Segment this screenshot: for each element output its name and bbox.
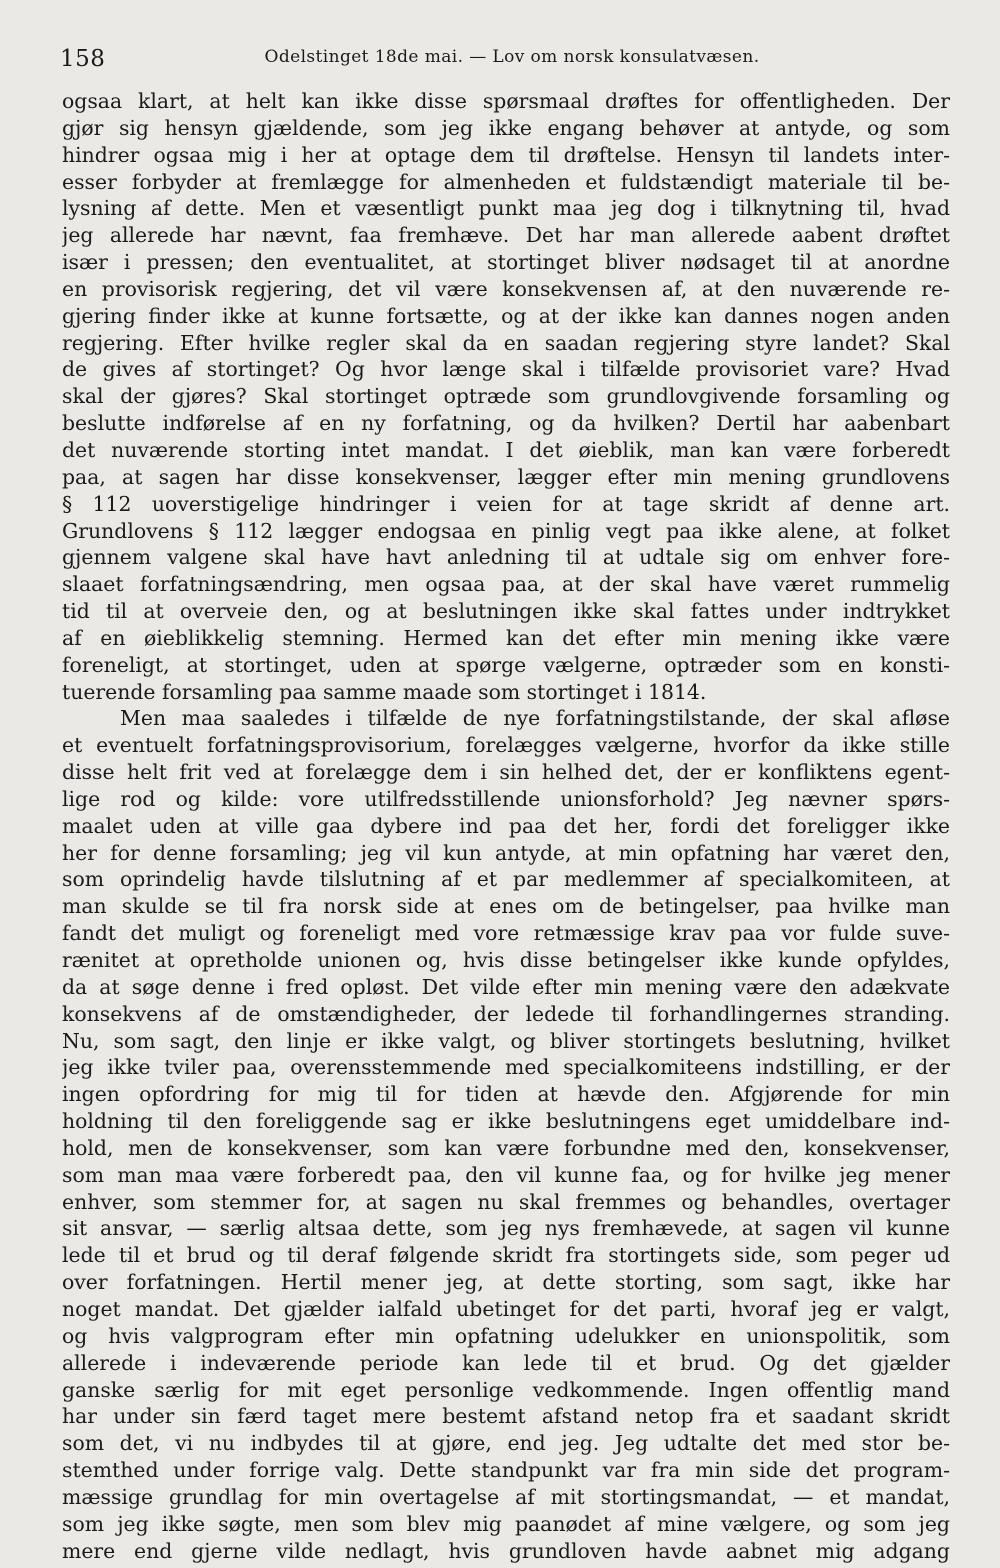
text-line: Men maa saaledes i tilfælde de nye forfatningstilstande, der skal afløse [120, 706, 950, 731]
text-line: jeg allerede har nævnt, faa fremhæve. Det har man allerede aabent drøftet [62, 223, 950, 248]
text-line: lige rod og kilde: vore utilfredsstillende unionsforhold? Jeg nævner spørs- [62, 786, 950, 811]
text-line: da at søge denne i fred opløst. Det vilde efter min mening være den adækvate [62, 974, 950, 999]
text-line: og hvis valgprogram efter min opfatning udelukker en unionspolitik, som [62, 1323, 950, 1348]
text-line: mæssige grundlag for min overtagelse af mit stortingsmandat, — et mandat, [62, 1484, 950, 1509]
text-line: disse helt frit ved at forelægge dem i sin helhed det, der er konfliktens egent- [62, 760, 950, 785]
text-line: Nu, som sagt, den linje er ikke valgt, og bliver stortingets beslutning, hvilket [62, 1028, 950, 1053]
text-line: her for denne forsamling; jeg vil kun antyde, at min opfatning har været den, [62, 840, 950, 865]
text-line: man skulde se til fra norsk side at enes om de betingelser, paa hvilke man [62, 894, 950, 919]
text-line: foreneligt, at stortinget, uden at spørge vælgerne, optræder som en konsti- [62, 652, 950, 677]
text-line: esser forbyder at fremlægge for almenheden et fuldstændigt materiale til be- [62, 169, 950, 194]
text-line: gjør sig hensyn gjældende, som jeg ikke engang behøver at antyde, og som [62, 115, 950, 140]
text-line: mere end gjerne vilde nedlagt, hvis grundloven havde aabnet mig adgang [62, 1538, 950, 1563]
text-line: det nuværende storting intet mandat. I det øieblik, man kan være forberedt [62, 437, 950, 462]
text-line: allerede i indeværende periode kan lede til et brud. Og det gjælder [62, 1350, 950, 1375]
text-line: konsekvens af de omstændigheder, der ledede til forhandlingernes stranding. [62, 1001, 950, 1026]
running-head: Odelstinget 18de mai. — Lov om norsk konsulatvæsen. [264, 47, 760, 67]
text-line: fandt det muligt og foreneligt med vore retmæssige krav paa vor fulde suve- [62, 921, 950, 946]
text-line: af en øieblikkelig stemning. Hermed kan det efter min mening ikke være [62, 625, 950, 650]
text-line: jeg ikke tviler paa, overensstemmende med specialkomiteens indstilling, er der [62, 1055, 950, 1080]
text-line: gjennem valgene skal have havt anledning til at udtale sig om enhver fore- [62, 545, 950, 570]
text-line: over forfatningen. Hertil mener jeg, at dette storting, som sagt, ikke har [62, 1270, 950, 1295]
text-line: en provisorisk regjering, det vil være konsekvensen af, at den nuværende re- [62, 276, 950, 301]
text-line: ingen opfordring for mig til for tiden at hævde den. Afgjørende for min [62, 1082, 950, 1107]
text-line: paa, at sagen har disse konsekvenser, lægger efter min mening grundlovens [62, 464, 950, 489]
text-line: gjering finder ikke at kunne fortsætte, og at der ikke kan dannes nogen anden [62, 303, 950, 328]
text-line: har under sin færd taget mere bestemt afstand netop fra et saadant skridt [62, 1404, 950, 1429]
text-line: tuerende forsamling paa samme maade som stortinget i 1814. [62, 679, 707, 704]
text-line: ogsaa klart, at helt kan ikke disse spørsmaal drøftes for offentligheden. Der [62, 89, 950, 113]
text-line: regjering. Efter hvilke regler skal da en saadan regjering styre landet? Skal [62, 330, 950, 355]
text-line: rænitet at opretholde unionen og, hvis disse betingelser ikke kunde opfyldes, [62, 948, 950, 972]
text-line: som man maa være forberedt paa, den vil kunne faa, og for hvilke jeg mener [62, 1162, 950, 1187]
text-line: som oprindelig havde tilslutning af et par medlemmer af specialkomiteen, at [62, 867, 950, 892]
body-text [62, 88, 950, 1564]
text-line: § 112 uoverstigelige hindringer i veien for at tage skridt af denne art. [62, 491, 950, 516]
text-line: beslutte indførelse af en ny forfatning, og da hvilken? Dertil har aabenbart [62, 411, 950, 436]
text-line: ganske særlig for mit eget personlige vedkommende. Ingen offentlig mand [62, 1377, 950, 1402]
text-line: især i pressen; den eventualitet, at stortinget bliver nødsaget til at anordne [62, 250, 950, 275]
text-line: hindrer ogsaa mig i her at optage dem til drøftelse. Hensyn til landets inter- [62, 142, 950, 167]
page-number: 158 [60, 46, 106, 72]
text-line: enhver, som stemmer for, at sagen nu skal fremmes og behandles, overtager [62, 1189, 950, 1214]
text-line: hold, men de konsekvenser, som kan være forbundne med den, konsekvenser, [62, 1135, 950, 1160]
text-line: tid til at overveie den, og at beslutningen ikke skal fattes under indtrykket [62, 599, 950, 624]
text-line: holdning til den foreliggende sag er ikke beslutningens eget umiddelbare ind- [62, 1109, 950, 1134]
text-line: de gives af stortinget? Og hvor længe skal i tilfælde provisoriet vare? Hvad [62, 357, 950, 382]
text-line: noget mandat. Det gjælder ialfald ubetinget for det parti, hvoraf jeg er valgt, [62, 1296, 950, 1321]
text-line: sit ansvar, — særlig altsaa dette, som jeg nys fremhævede, at sagen vil kunne [62, 1216, 950, 1241]
text-line: lysning af dette. Men et væsentligt punkt maa jeg dog i tilknytning til, hvad [62, 196, 950, 221]
text-line: skal der gjøres? Skal stortinget optræde som grundlovgivende forsamling og [62, 384, 950, 409]
text-line: et eventuelt forfatningsprovisorium, forelægges vælgerne, hvorfor da ikke stille [62, 733, 950, 758]
text-line: slaaet forfatningsændring, men ogsaa paa, at der skal have været rummelig [62, 572, 950, 597]
text-line: som jeg ikke søgte, men som blev mig paanødet af mine vælgere, og som jeg [62, 1511, 950, 1536]
text-line: som det, vi nu indbydes til at gjøre, end jeg. Jeg udtalte det med stor be- [62, 1431, 950, 1456]
text-line: lede til et brud og til deraf følgende skridt fra stortingets side, som peger ud [62, 1243, 950, 1268]
text-line: Grundlovens § 112 lægger endogsaa en pinlig vegt paa ikke alene, at folket [62, 518, 950, 543]
text-line: maalet uden at ville gaa dybere ind paa det her, fordi det foreligger ikke [62, 813, 950, 838]
text-line: stemthed under forrige valg. Dette standpunkt var fra min side det program- [62, 1458, 950, 1483]
